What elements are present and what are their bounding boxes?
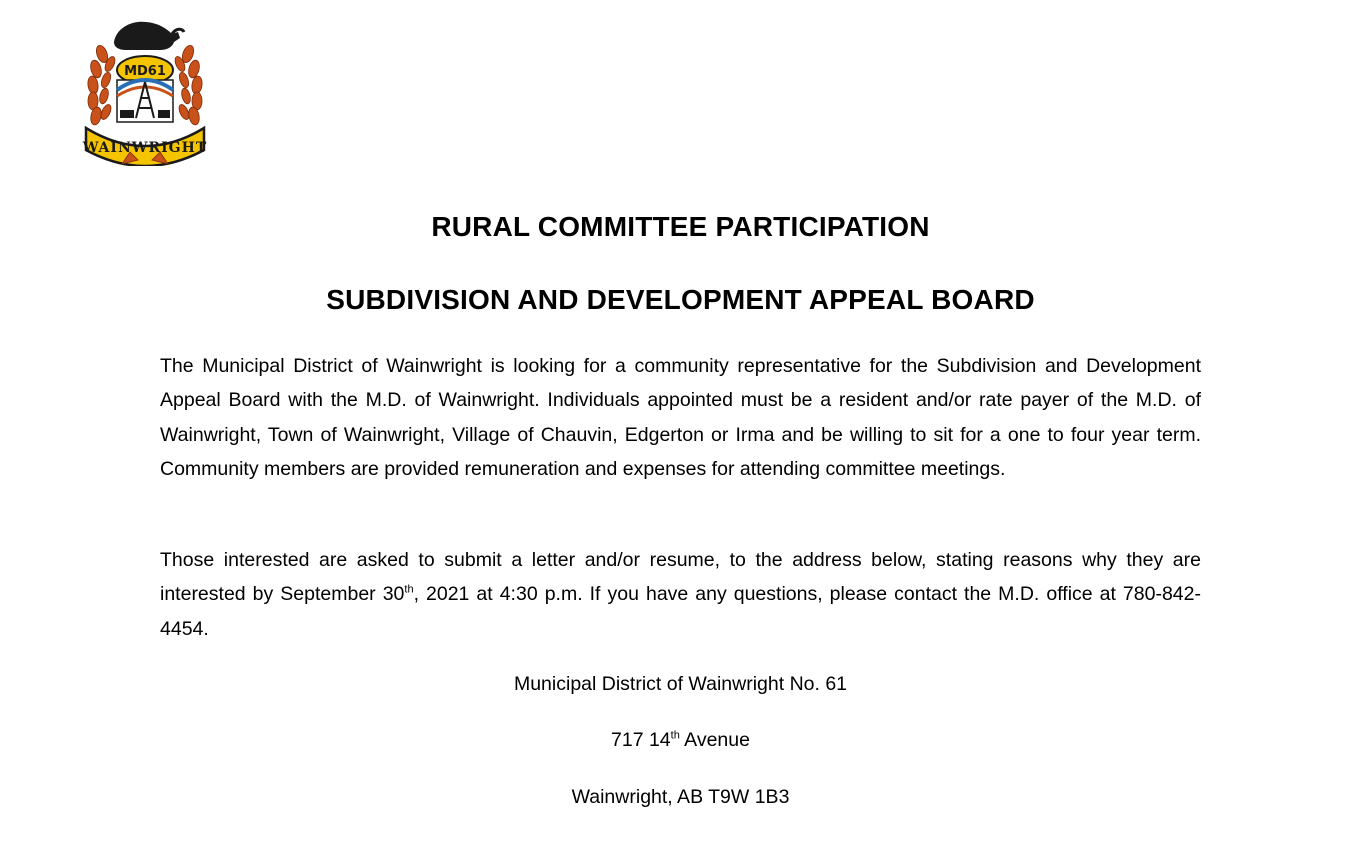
logo-top-text: MD61 [124, 64, 166, 79]
address-line-2-post: Avenue [679, 729, 750, 751]
address-line-2 [0, 729, 1361, 752]
md61-wainwright-crest-icon [80, 14, 210, 166]
paragraph-intro: The Municipal District of Wainwright is looking for a community representative for the Subdivision and Development Appeal Board with the M.D. of Wainwright. Individuals appointed must be a resident and/or rate payer of the M.D. of Wainwright, Town of Wainwright, Village of Chauvin, Edgerton or Irma and be willing to sit for a one to four year term. Community members are provided remuneration and expenses for attending committee meetings. [160, 355, 1201, 480]
address-ordinal-suffix: th [670, 729, 680, 742]
ordinal-suffix: th [404, 583, 414, 596]
paragraph-instructions-part1: Those interested are asked to submit a letter and/or resume, to the address below, stating reasons why they are interested by September 30 [160, 549, 1201, 606]
document-title: RURAL COMMITTEE PARTICIPATION [431, 211, 930, 242]
address-line-3: Wainwright, AB T9W 1B3 [571, 786, 790, 808]
md61-wainwright-logo [80, 14, 210, 166]
logo-banner-text: WAINWRIGHT [82, 140, 208, 156]
paragraph-instructions-part2: , 2021 at 4:30 p.m. If you have any questions, please contact the M.D. office at 780-842-4454. [160, 583, 1201, 640]
address-line-1: Municipal District of Wainwright No. 61 [513, 673, 848, 695]
address-line-2-pre: 717 14 [611, 729, 671, 751]
paragraph-instructions [160, 543, 1201, 646]
document-subtitle: SUBDIVISION AND DEVELOPMENT APPEAL BOARD [326, 284, 1035, 315]
